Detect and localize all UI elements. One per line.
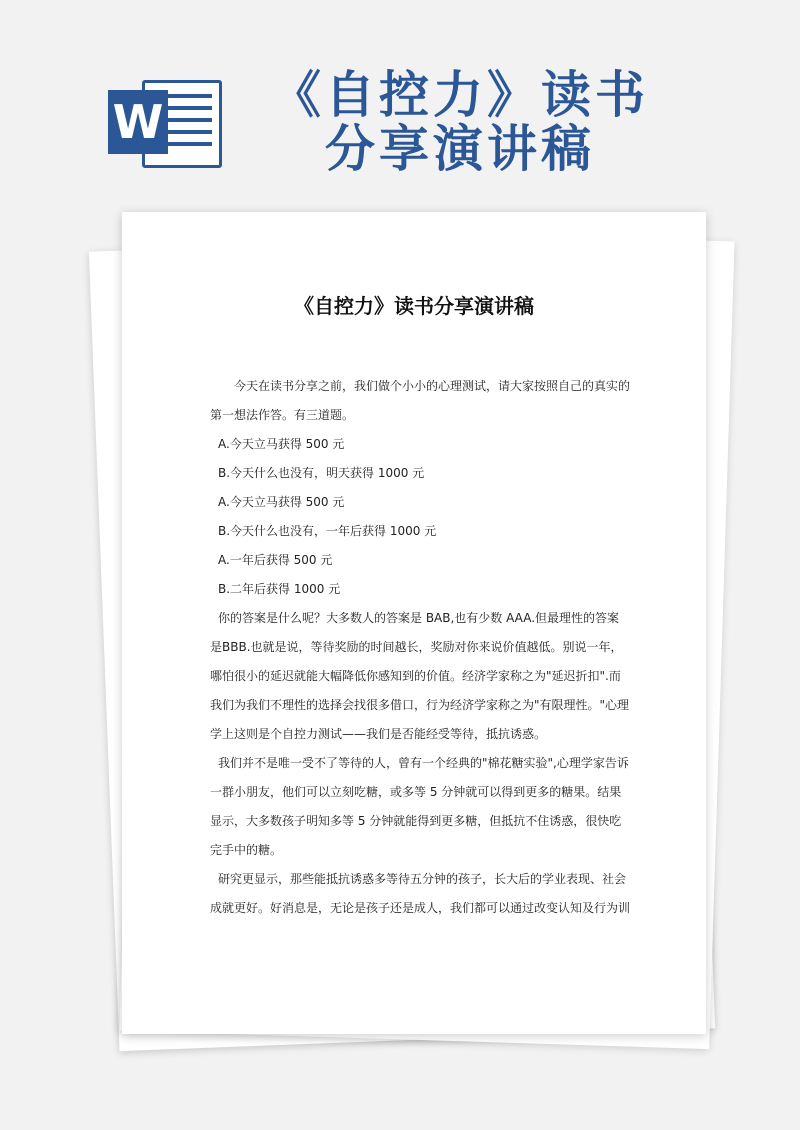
paragraph: 研究更显示，那些能抵抗诱惑多等待五分钟的孩子，长大后的学业表现、社会成就更好。好消息是，无论是孩子还是成人，我们都可以通过改变认知及行为训 xyxy=(210,872,631,915)
word-document-icon xyxy=(108,80,226,168)
paragraph: 我们并不是唯一受不了等待的人，曾有一个经典的"棉花糖实验",心理学家告诉一群小朋友，他们可以立刻吃糖，或多等 5 分钟就可以得到更多的糖果。结果显示，大多数孩子明知多等 5 分钟就能得到更多糖，但抵抗不住诱惑，很快吃完手中的糖。 xyxy=(210,756,629,857)
paragraph: 今天在读书分享之前，我们做个小小的心理测试，请大家按照自己的真实的第一想法作答。有三道题。 xyxy=(210,379,631,422)
paragraph: B.今天什么也没有，明天获得 1000 元 xyxy=(218,466,425,480)
paragraph: A.一年后获得 500 元 xyxy=(218,553,333,567)
word-icon-line xyxy=(168,130,212,134)
paragraph: B.二年后获得 1000 元 xyxy=(218,582,341,596)
paragraph: A.今天立马获得 500 元 xyxy=(218,437,345,451)
document-page xyxy=(122,212,706,1034)
document-body xyxy=(210,372,630,923)
word-icon-line xyxy=(168,118,212,122)
paragraph: A.今天立马获得 500 元 xyxy=(218,495,345,509)
word-icon-line xyxy=(168,94,212,98)
header-banner xyxy=(0,0,800,200)
banner-title xyxy=(240,68,680,176)
document-title: 《自控力》读书分享演讲稿 xyxy=(294,294,534,318)
paragraph: B.今天什么也没有，一年后获得 1000 元 xyxy=(218,524,437,538)
word-icon-line xyxy=(168,106,212,110)
paragraph: 你的答案是什么呢？大多数人的答案是 BAB,也有少数 AAA.但最理性的答案是BBB.也就是说，等待奖励的时间越长，奖励对你来说价值越低。别说一年，哪怕很小的延迟就能大幅降低你感知到的价值。经济学家称之为"延迟折扣".而我们为我们不理性的选择会找很多借口，行为经济学家称之为"有限理性。"心理学上这则是个自控力测试——我们是否能经受等待，抵抗诱惑。 xyxy=(210,611,630,741)
word-icon-line xyxy=(168,142,212,146)
banner-title-line2: 分享演讲稿 xyxy=(325,120,595,178)
banner-title-line1: 《自控力》读书 xyxy=(271,66,649,124)
word-icon-letter: W xyxy=(108,90,168,154)
